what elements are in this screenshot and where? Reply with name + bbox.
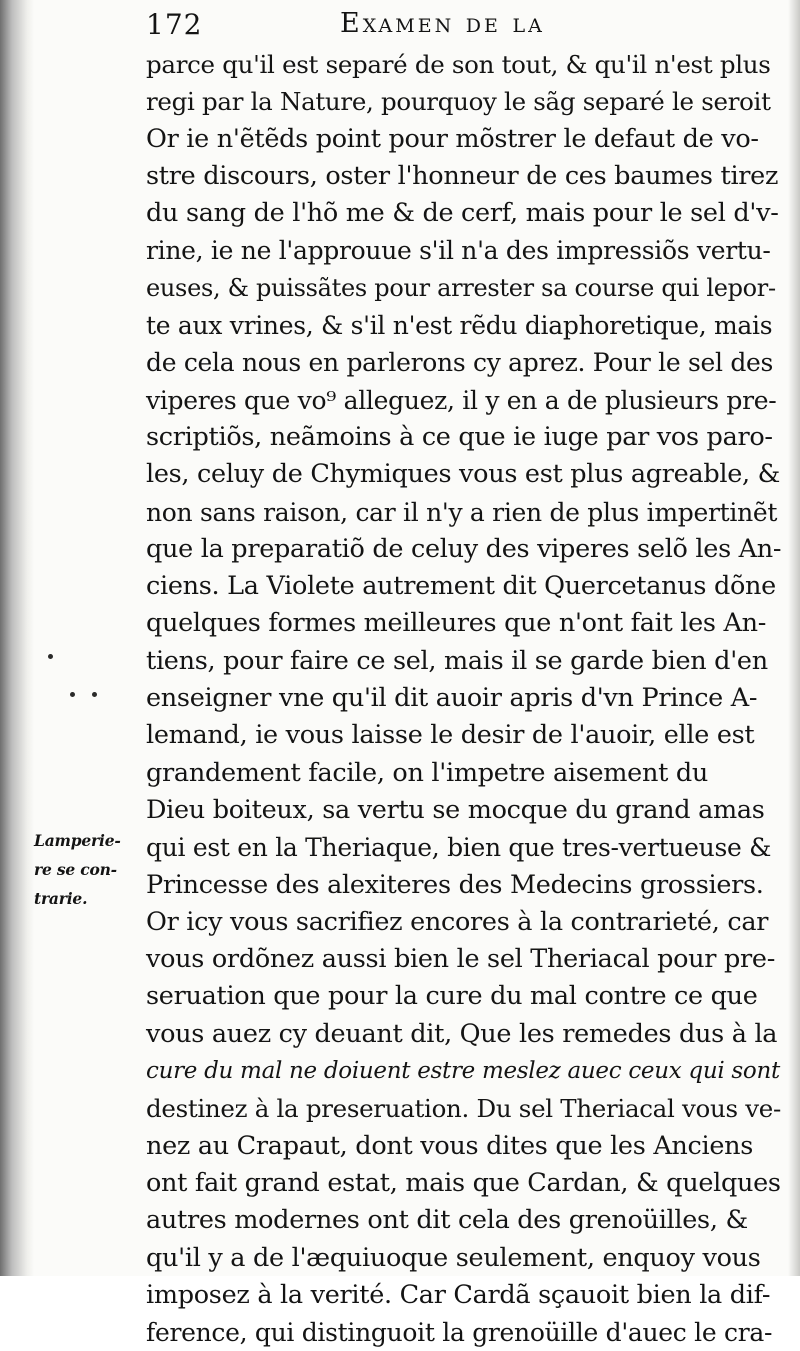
text-line: scriptiõs, neãmoins à ce que ie iuge par vos paro- (146, 421, 773, 452)
page-number: 172 (146, 8, 203, 41)
text-line: de cela nous en parlerons cy aprez. Pour le sel des (146, 348, 774, 378)
text-line: Or icy vous sacrifiez encores à la contrarieté, car (146, 906, 769, 937)
text-line: que la preparatiõ de celuy des viperes selõ les An- (146, 533, 782, 564)
text-line: quelques formes meilleures que n'ont fait les An- (146, 608, 767, 639)
ink-speck (48, 654, 53, 659)
margin-note (34, 826, 138, 913)
text-line: Or ie n'ẽtẽds point pour mõstrer le defaut de vo- (146, 123, 759, 154)
text-line: parce qu'il est separé de son tout, & qu'il n'est plus (146, 50, 771, 79)
text-line: Dieu boiteux, sa vertu se mocque du grand amas (146, 794, 765, 825)
body-text (146, 46, 782, 1351)
text-line: qu'il y a de l'æquiuoque seulement, enquoy vous (146, 1242, 761, 1273)
text-line: rine, ie ne l'approuue s'il n'a des impressiõs vertu- (146, 236, 771, 266)
margin-specks (40, 640, 100, 780)
text-line: seruation que pour la cure du mal contre ce que (146, 981, 758, 1012)
text-line: ciens. La Violete autrement dit Quercetanus dõne (146, 571, 776, 602)
margin-note-line: Lamperie- (34, 831, 121, 850)
ink-speck (70, 692, 75, 697)
text-line: viperes que vo⁹ alleguez, il y en a de plusieurs pre- (146, 385, 777, 415)
text-line: du sang de l'hõ me & de cerf, mais pour le sel d'v- (146, 198, 779, 229)
text-line: cure du mal ne doiuent estre meslez auec ceux qui sont (146, 1058, 780, 1085)
text-line: imposez à la verité. Car Cardã sçauoit bien la dif- (146, 1279, 771, 1310)
text-line: destinez à la preseruation. Du sel Theriacal vous ve- (146, 1094, 781, 1124)
text-line: enseigner vne qu'il dit auoir apris d'vn Prince A- (146, 683, 758, 714)
gutter-shadow (0, 0, 34, 1276)
page-header (140, 6, 790, 46)
page-edge (788, 0, 800, 1276)
text-line: lemand, ie vous laisse le desir de l'auoir, elle est (146, 720, 755, 751)
text-line: te aux vrines, & s'il n'est rẽdu diaphoretique, mais (146, 311, 773, 341)
text-line: grandement facile, on l'impetre aisement du (146, 757, 708, 788)
text-line: regi par la Nature, pourquoy le sãg separé le seroit (146, 87, 771, 117)
ink-speck (92, 692, 97, 697)
text-line: qui est en la Theriaque, bien que tres-vertueuse & (146, 833, 772, 863)
text-line: ont fait grand estat, mais que Cardan, & quelques (146, 1167, 781, 1198)
text-line: vous ordõnez aussi bien le sel Theriacal pour pre- (146, 944, 776, 975)
text-line: non sans raison, car il n'y a rien de plus impertinẽt (146, 497, 778, 527)
text-line: nez au Crapaut, dont vous dites que les Anciens (146, 1130, 754, 1161)
running-title: Examen de la (340, 8, 545, 39)
text-line: Princesse des alexiteres des Medecins grossiers. (146, 869, 764, 900)
margin-note-line: trarie. (34, 889, 88, 908)
margin-note-line: re se con- (34, 860, 117, 879)
text-line: euses, & puissãtes pour arrester sa course qui lepor- (146, 273, 776, 302)
text-line: les, celuy de Chymiques vous est plus agreable, & (146, 459, 781, 490)
text-line: tiens, pour faire ce sel, mais il se garde bien d'en (146, 645, 768, 676)
text-line: vous auez cy deuant dit, Que les remedes dus à la (146, 1018, 778, 1049)
text-line: autres modernes ont dit cela des grenoüilles, & (146, 1205, 748, 1236)
text-line: ference, qui distinguoit la grenoüille d'auec le cra- (146, 1318, 773, 1348)
text-line: stre discours, oster l'honneur de ces baumes tirez (146, 160, 779, 191)
